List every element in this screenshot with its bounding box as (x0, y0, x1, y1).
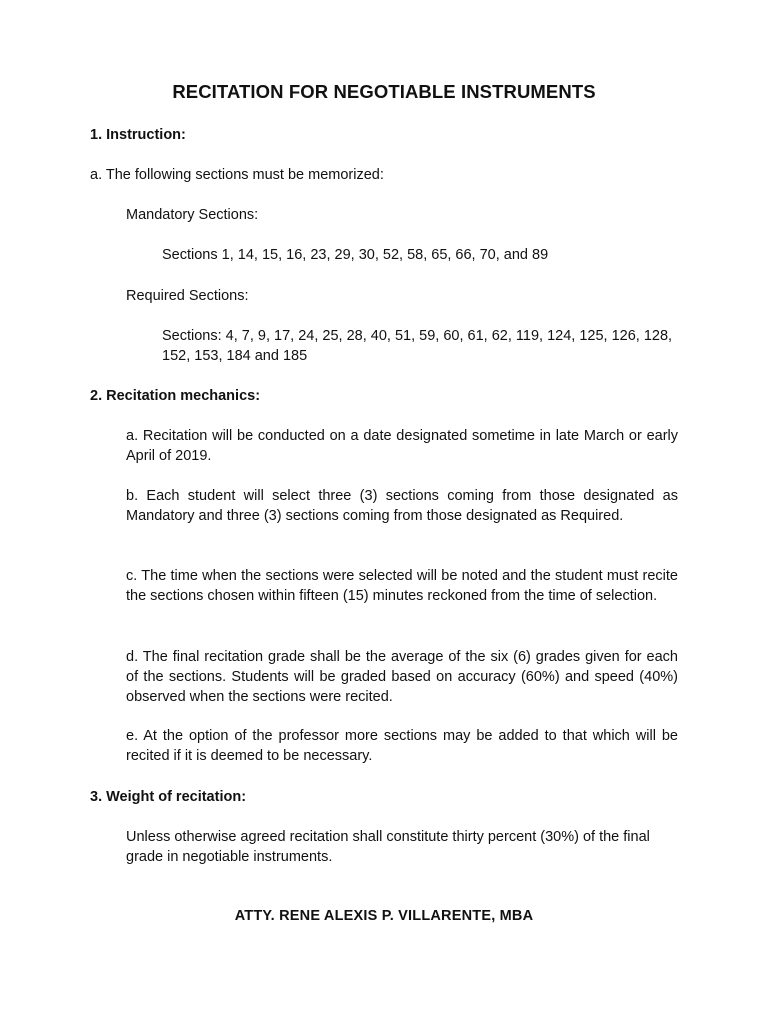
mechanics-item-d: d. The final recitation grade shall be the average of the six (6) grades given for each of the sections. Students will be graded based on accuracy (60%) and speed (40%) observed when the sections were recited. (126, 649, 678, 705)
mechanics-item-a: a. Recitation will be conducted on a date designated sometime in late March or early April of 2019. (126, 428, 678, 464)
mandatory-sections-label: Mandatory Sections: (126, 207, 259, 223)
section-heading-weight: 3. Weight of recitation: (90, 789, 247, 805)
signature-name: ATTY. RENE ALEXIS P. VILLARENTE, MBA (234, 908, 534, 924)
section-heading-mechanics: 2. Recitation mechanics: (90, 388, 261, 404)
required-sections-list: Sections: 4, 7, 9, 17, 24, 25, 28, 40, 51, 59, 60, 61, 62, 119, 124, 125, 126, 128, 152, 153, 184 and 185 (162, 328, 673, 364)
mechanics-item-e: e. At the option of the professor more sections may be added to that which will be recited if it is deemed to be necessary. (126, 728, 678, 764)
instruction-intro: a. The following sections must be memorized: (90, 167, 384, 183)
mechanics-item-b: b. Each student will select three (3) sections coming from those designated as Mandatory and three (3) sections coming from those designated as Required. (126, 488, 678, 524)
required-sections-label: Required Sections: (126, 288, 249, 304)
mechanics-item-c: c. The time when the sections were selected will be noted and the student must recite the sections chosen within fifteen (15) minutes reckoned from the time of selection. (126, 568, 678, 604)
mandatory-sections-list: Sections 1, 14, 15, 16, 23, 29, 30, 52, 58, 65, 66, 70, and 89 (162, 247, 549, 263)
weight-text: Unless otherwise agreed recitation shall constitute thirty percent (30%) of the final grade in negotiable instruments. (126, 829, 650, 865)
section-heading-instruction: 1. Instruction: (90, 127, 186, 143)
document-title: RECITATION FOR NEGOTIABLE INSTRUMENTS (172, 81, 596, 102)
